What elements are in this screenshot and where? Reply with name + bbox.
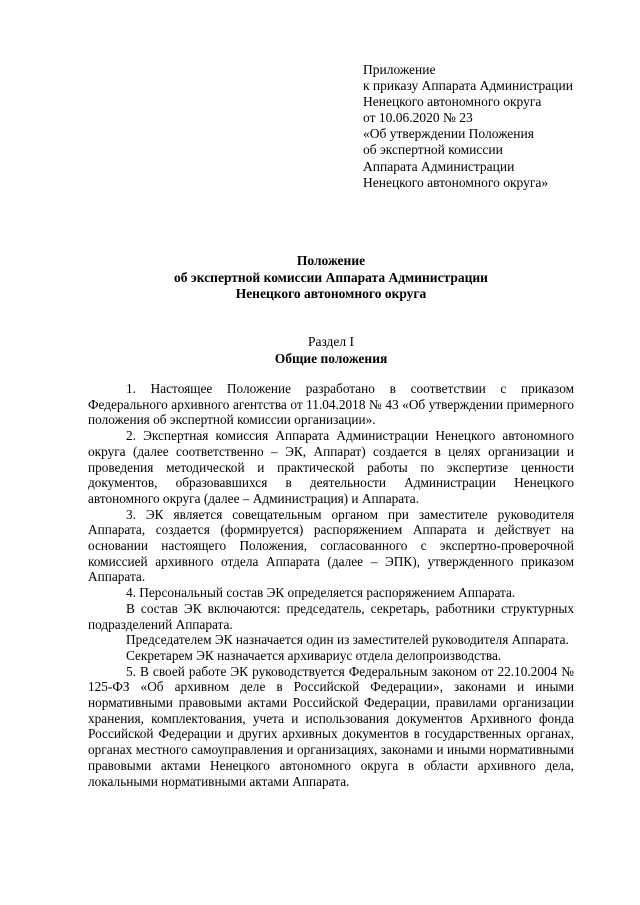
section-name: Общие положения — [274, 350, 388, 366]
annex-line: об экспертной комиссии — [363, 142, 503, 158]
title-line: об экспертной комиссии Аппарата Администрации — [174, 269, 488, 285]
annex-line: «Об утверждении Положения — [363, 126, 534, 142]
document-body — [88, 381, 574, 789]
paragraph: 1. Настоящее Положение разработано в соответствии с приказом Федерального архивного агентства от 11.04.2018 № 43 «Об утверждении примерного положения об экспертной комиссии организации». — [88, 381, 574, 428]
paragraph: В состав ЭК включаются: председатель, секретарь, работники структурных подразделений Аппарата. — [88, 600, 574, 632]
title-line: Ненецкого автономного округа — [235, 286, 427, 301]
annex-line: от 10.06.2020 № 23 — [363, 110, 473, 126]
annex-line: к приказу Аппарата Администрации — [363, 78, 573, 94]
title-line: Положение — [296, 253, 366, 268]
paragraph: 2. Экспертная комиссия Аппарата Администрации Ненецкого автономного округа (далее соответственно – ЭК, Аппарат) создается в целях организации и проведения методической и практической работы по экспертизе ценности документов, образовавшихся в деятельности Администрации Ненецкого автономного округа (далее – Администрация) и Аппарата. — [88, 428, 574, 506]
section-heading — [88, 334, 574, 367]
paragraph: 5. В своей работе ЭК руководствуется Федеральным законом от 22.10.2004 № 125-ФЗ «Об архивном деле в Российской Федерации», законами и иными нормативными правовыми актами Российской Федерации, правилами организации хранения, комплектования, учета и использования документов Архивного фонда Российской Федерации и других архивных документов в государственных органах, органах местного самоуправления и организациях, законами и иными нормативными правовыми актами Ненецкого автономного округа в области архивного дела, локальными нормативными актами Аппарата. — [88, 663, 574, 789]
annex-line: Аппарата Администрации — [363, 158, 515, 174]
annex-line: Приложение — [363, 62, 436, 77]
paragraph: 4. Персональный состав ЭК определяется распоряжением Аппарата. — [126, 585, 516, 601]
annex-block — [363, 62, 625, 191]
paragraph: Секретарем ЭК назначается архивариус отдела делопроизводства. — [126, 647, 502, 663]
document-title — [88, 253, 574, 303]
annex-line: Ненецкого автономного округа — [363, 94, 542, 110]
paragraph: Председателем ЭК назначается один из заместителей руководителя Аппарата. — [126, 632, 569, 648]
section-number: Раздел I — [307, 334, 355, 349]
annex-line: Ненецкого автономного округа» — [363, 174, 549, 190]
paragraph: 3. ЭК является совещательным органом при заместителе руководителя Аппарата, создается (формируется) распоряжением Аппарата и действует на основании настоящего Положения, согласованного с экспертно-проверочной комиссией архивного отдела Аппарата (далее – ЭПК), утвержденного приказом Аппарата. — [88, 506, 574, 585]
